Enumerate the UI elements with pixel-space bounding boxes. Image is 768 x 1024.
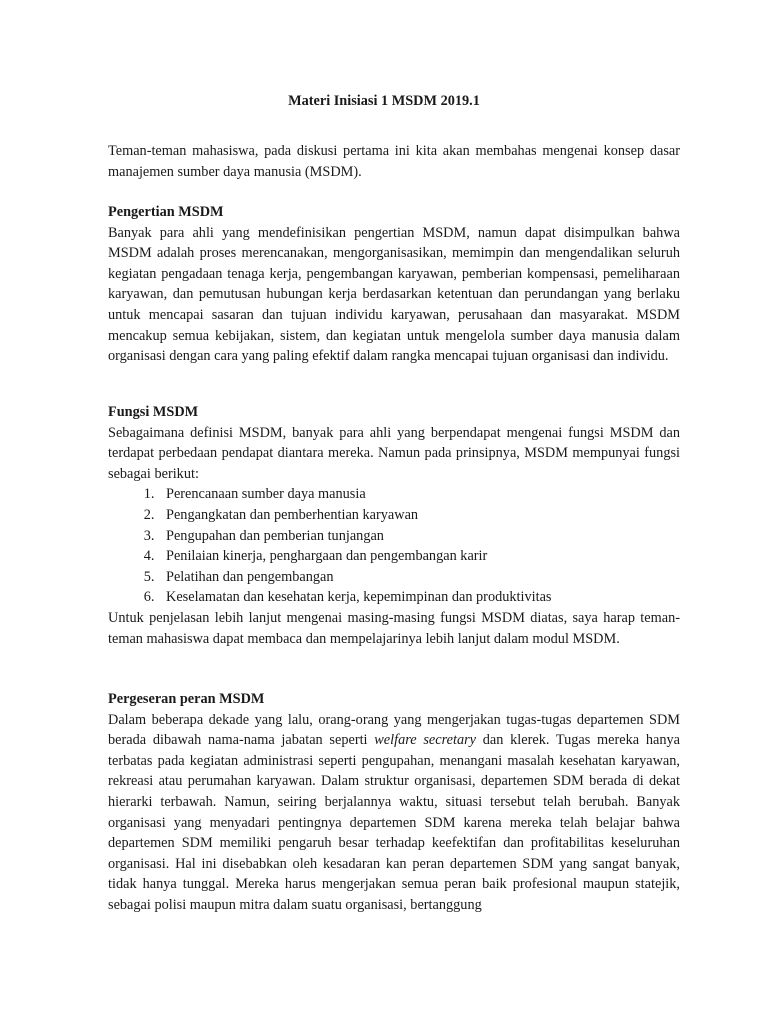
- list-item: 3. Pengupahan dan pemberian tunjangan: [158, 526, 680, 547]
- section-paragraph: Banyak para ahli yang mendefinisikan pengertian MSDM, namun dapat disimpulkan bahwa MSDM adalah proses merencanakan, mengorganisasikan, memimpin dan mengendalikan seluruh kegiatan pengadaan tenaga kerja, pengembangan karyawan, pemberian kompensasi, pemeliharaan karyawan, dan pemutusan hubungan kerja berdasarkan ketentuan dan perundangan yang berlaku untuk mencapai sasaran dan tujuan individu karyawan, perusahaan dan masyarakat. MSDM mencakup semua kebijakan, sistem, dan kegiatan untuk mengelola sumber daya manusia dalam organisasi dengan cara yang paling efektif dalam rangka mencapai tujuan organisasi dan individu.: [108, 224, 680, 365]
- list-item: 4. Penilaian kinerja, penghargaan dan pengembangan karir: [158, 546, 680, 567]
- intro-section: [108, 141, 680, 182]
- section-pergeseran: [108, 689, 680, 916]
- list-item: 5. Pelatihan dan pengembangan: [158, 567, 680, 588]
- section-pengertian: [108, 202, 680, 367]
- text-run: Dalam beberapa dekade yang lalu, orang-orang yang mengerjakan tugas-tugas departemen SDM berada dibawah nama-nama jabatan seperti: [108, 711, 680, 749]
- section-paragraph: Sebagaimana definisi MSDM, banyak para ahli yang berpendapat mengenai fungsi MSDM dan terdapat perbedaan pendapat diantara mereka. Namun pada prinsipnya, MSDM mempunyai fungsi sebagai berikut:: [108, 424, 680, 482]
- list-item: 6. Keselamatan dan kesehatan kerja, kepemimpinan dan produktivitas: [158, 587, 680, 608]
- section-paragraph: [108, 710, 680, 916]
- list-item: 1. Perencanaan sumber daya manusia: [158, 484, 680, 505]
- section-fungsi: [108, 402, 680, 649]
- intro-paragraph: Teman-teman mahasiswa, pada diskusi pertama ini kita akan membahas mengenai konsep dasar manajemen sumber daya manusia (MSDM).: [108, 143, 680, 180]
- section-heading: Pengertian MSDM: [108, 204, 224, 220]
- section-heading: Fungsi MSDM: [108, 404, 199, 420]
- closing-paragraph: Untuk penjelasan lebih lanjut mengenai masing-masing fungsi MSDM diatas, saya harap teman-teman mahasiswa dapat membaca dan mempelajarinya lebih lanjut dalam modul MSDM.: [108, 609, 680, 647]
- function-list: [108, 484, 680, 608]
- italic-term: welfare secretary: [374, 732, 477, 749]
- list-item: 2. Pengangkatan dan pemberhentian karyawan: [158, 505, 680, 526]
- document-title: Materi Inisiasi 1 MSDM 2019.1: [288, 93, 480, 109]
- text-run: dan klerek. Tugas mereka hanya terbatas pada kegiatan administrasi seperti pengupahan, menangani masalah kesehatan karyawan, rekreasi atau perumahan karyawan. Dalam struktur organisasi, departemen SDM berada di dekat hierarki terbawah. Namun, seiring berjalannya waktu, situasi tersebut telah berubah. Banyak organisasi yang menyadari pentingnya departemen SDM karena mereka telah belajar bahwa departemen SDM memiliki pengaruh besar terhadap keefektifan dan profitabilitas keseluruhan organisasi. Hal ini disebabkan oleh kesadaran kan peran departemen SDM yang sangat banyak, tidak hanya tunggal. Mereka harus mengerjakan semua peran baik profesional maupun statejik, sebagai polisi maupun mitra dalam suatu organisasi, bertanggung: [108, 732, 680, 913]
- section-heading: Pergeseran peran MSDM: [108, 691, 265, 707]
